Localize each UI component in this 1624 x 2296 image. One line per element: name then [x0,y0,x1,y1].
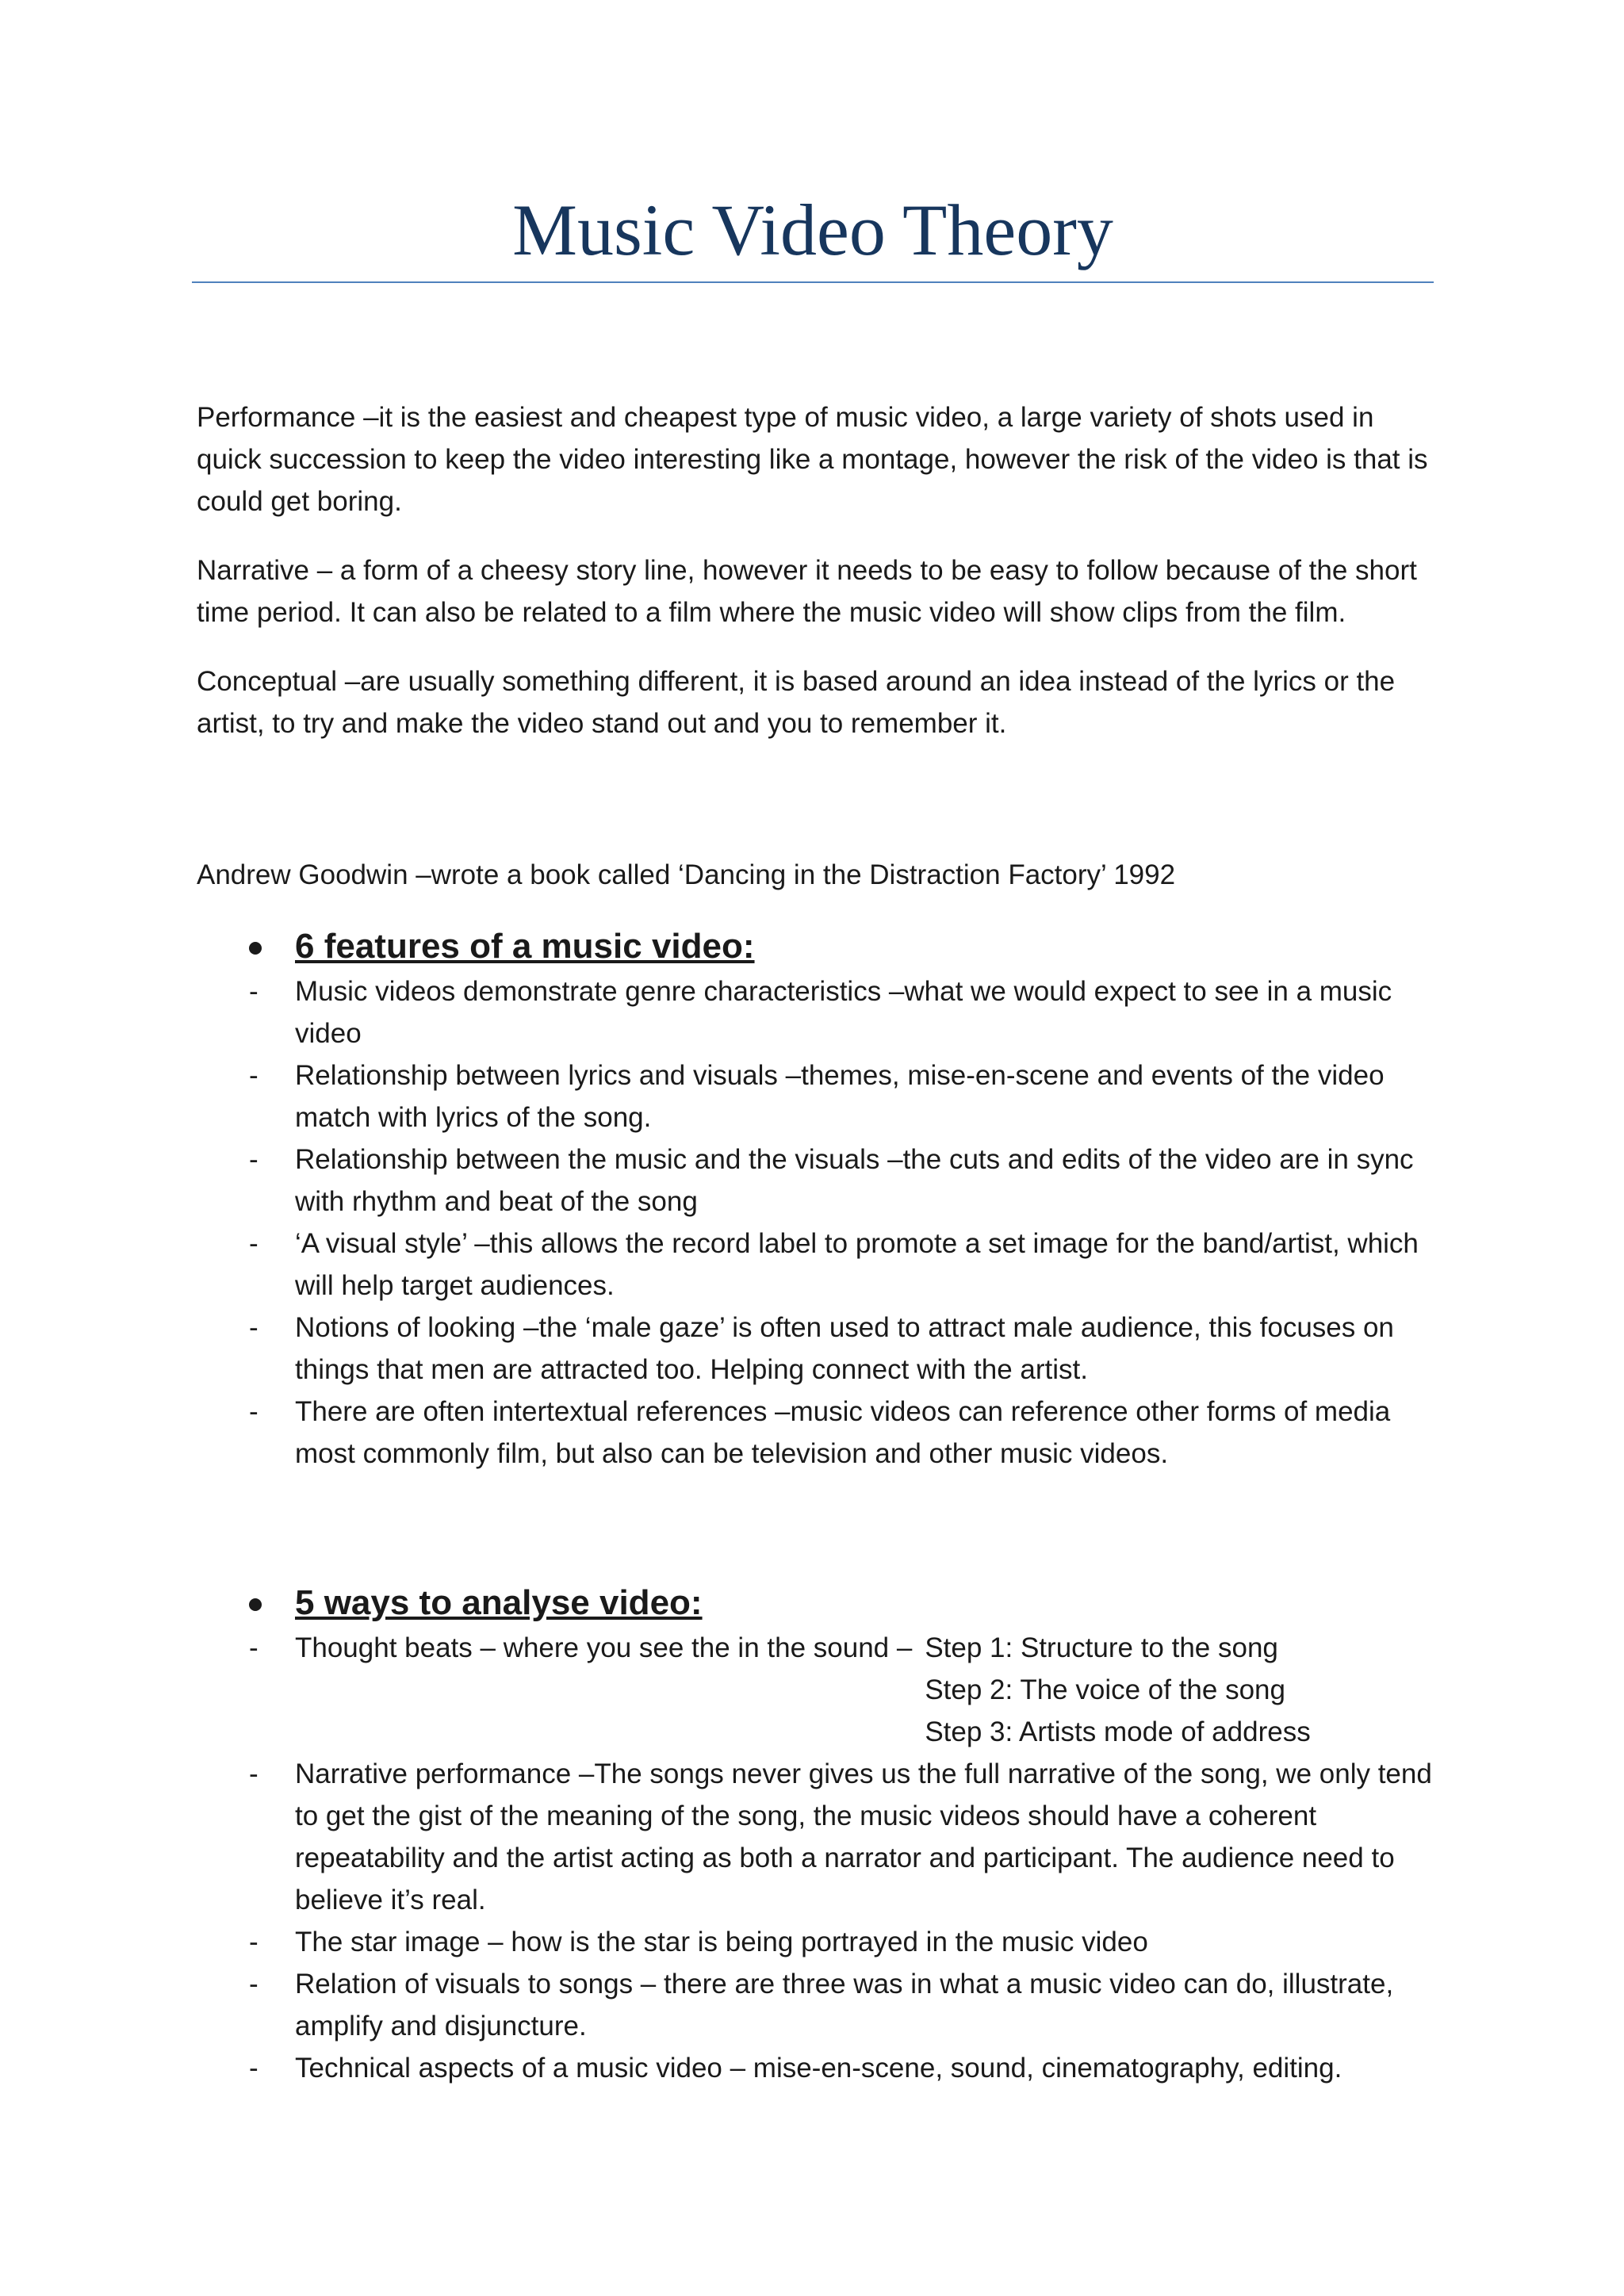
list-item: - The star image – how is the star is being portrayed in the music video [197,1921,1434,1963]
analyse-heading [197,1579,1434,1627]
page-title: Music Video Theory [512,189,1113,270]
features-heading-text: 6 features of a music video: [295,927,755,966]
dash-icon: - [249,1312,259,1343]
list-item: - Notions of looking –the ‘male gaze’ is often used to attract male audience, this focuses on things that men are attracted too. Helping connect with the artist. [197,1307,1434,1391]
thought-beats-row [295,1627,1434,1753]
goodwin-note: Andrew Goodwin –wrote a book called ‘Dancing in the Distraction Factory’ 1992 [197,859,1176,890]
dash-icon: - [249,1228,259,1259]
step-1: Step 1: Structure to the song [925,1632,1278,1663]
features-list [197,970,1434,1475]
intro-conceptual: Conceptual –are usually something different, it is based around an idea instead of the lyrics or the artist, to try and make the video stand out and you to remember it. [197,666,1396,739]
analyse-heading-text: 5 ways to analyse video: [295,1583,703,1622]
list-item: - ‘A visual style’ –this allows the record label to promote a set image for the band/artist, which will help target audiences. [197,1223,1434,1307]
list-item: - There are often intertextual references –music videos can reference other forms of media most commonly film, but also can be television and other music videos. [197,1391,1434,1475]
dash-icon: - [249,1927,259,1957]
document-body [197,396,1434,2089]
list-item: - Narrative performance –The songs never gives us the full narrative of the song, we only tend to get the gist of the meaning of the song, the music videos should have a coherent repeatability and the artist acting as both a narrator and participant. The audience need to believe it’s real. [197,1753,1434,1921]
step-2: Step 2: The voice of the song [925,1674,1285,1705]
step-3: Step 3: Artists mode of address [925,1716,1311,1747]
dash-icon: - [249,1969,259,1999]
thought-beats-lead: Thought beats – where you see the in the sound – [295,1632,913,1663]
dash-icon: - [249,976,259,1007]
intro-narrative: Narrative – a form of a cheesy story line, however it needs to be easy to follow because of the short time period. It can also be related to a film where the music video will show clips from the film. [197,555,1417,628]
dash-icon: - [249,1060,259,1091]
list-item: - Relation of visuals to songs – there are three was in what a music video can do, illustrate, amplify and disjuncture. [197,1963,1434,2047]
spacer [197,771,1434,854]
dash-icon: - [249,1632,259,1663]
spacer [197,1475,1434,1579]
dash-icon: - [249,1144,259,1175]
bullet-icon [249,942,262,955]
bullet-icon [249,1598,262,1611]
steps-column [912,1627,1310,1753]
list-item: - Technical aspects of a music video – mise-en-scene, sound, cinematography, editing. [197,2047,1434,2089]
dash-icon: - [249,1396,259,1427]
dash-icon: - [249,2053,259,2084]
list-item: - Music videos demonstrate genre characteristics –what we would expect to see in a music video [197,970,1434,1054]
intro-performance: Performance –it is the easiest and cheapest type of music video, a large variety of shots used in quick succession to keep the video interesting like a montage, however the risk of the video is that is could get boring. [197,402,1428,517]
analyse-list [197,1627,1434,2089]
dash-icon: - [249,1758,259,1789]
features-heading [197,923,1434,970]
list-item: - Relationship between the music and the visuals –the cuts and edits of the video are in sync with rhythm and beat of the song [197,1138,1434,1223]
title-block [192,190,1434,283]
list-item: - Relationship between lyrics and visuals –themes, mise-en-scene and events of the video match with lyrics of the song. [197,1054,1434,1138]
list-item-thought-beats [197,1627,1434,1753]
